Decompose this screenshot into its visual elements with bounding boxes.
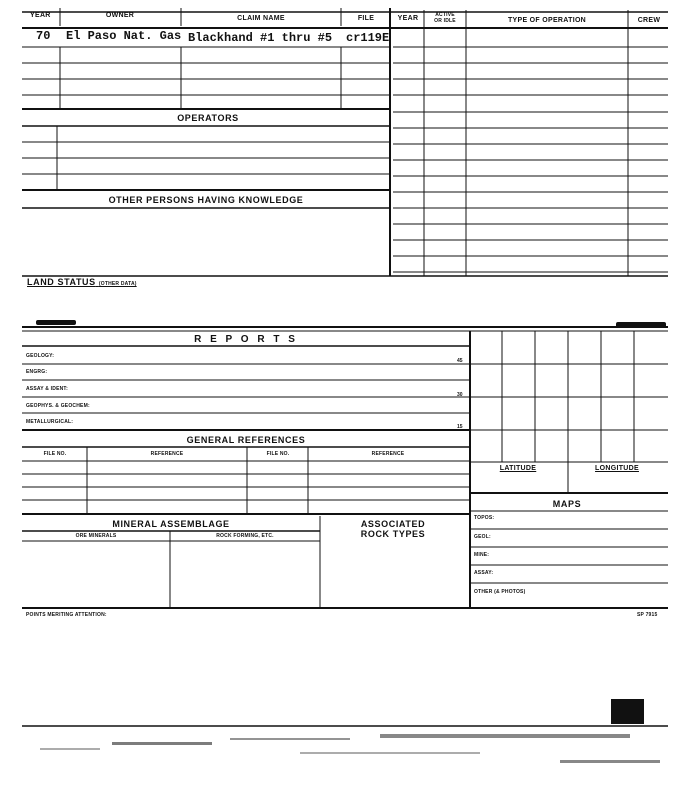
report-num-assay: 30 bbox=[457, 392, 463, 398]
reports-heading: R E P O R T S bbox=[194, 334, 298, 345]
maps-row-assay: ASSAY: bbox=[474, 570, 494, 576]
report-label-geophys: GEOPHYS. & GEOCHEM: bbox=[26, 403, 90, 409]
scan-noise bbox=[560, 760, 660, 763]
scan-noise bbox=[230, 738, 350, 740]
land-status-note: (OTHER DATA) bbox=[98, 281, 137, 287]
col-header-type-of-operation: TYPE OF OPERATION bbox=[507, 17, 587, 24]
longitude-label: LONGITUDE bbox=[595, 465, 639, 472]
scan-noise bbox=[112, 742, 212, 745]
entry-claim-name: Blackhand #1 thru #5 bbox=[188, 31, 333, 45]
report-num-metallurgical: 15 bbox=[457, 424, 463, 430]
col-header-year: YEAR bbox=[30, 12, 51, 19]
col-header-year-2: YEAR bbox=[397, 15, 419, 22]
ref-header-reference-1: REFERENCE bbox=[150, 451, 184, 457]
general-references-heading: GENERAL REFERENCES bbox=[186, 435, 306, 445]
ref-header-file-no-2: FILE NO. bbox=[266, 451, 290, 457]
maps-row-topos: TOPOS: bbox=[474, 515, 495, 521]
report-label-assay: ASSAY & IDENT: bbox=[26, 386, 68, 392]
maps-row-mine: MINE: bbox=[474, 552, 490, 558]
report-label-engrg: ENGRG: bbox=[26, 369, 48, 375]
scan-smudge bbox=[616, 322, 666, 328]
associated-heading-1: ASSOCIATED bbox=[360, 519, 426, 529]
maps-row-geol: GEOL: bbox=[474, 534, 491, 540]
report-label-metallurgical: METALLURGICAL: bbox=[26, 419, 74, 425]
col-header-file: FILE bbox=[357, 15, 375, 22]
ref-header-file-no-1: FILE NO. bbox=[43, 451, 67, 457]
land-status-heading: LAND STATUS (OTHER DATA) bbox=[27, 277, 137, 287]
maps-row-other: OTHER (& PHOTOS) bbox=[474, 589, 526, 595]
maps-heading: MAPS bbox=[552, 499, 582, 509]
report-num-geology: 45 bbox=[457, 358, 463, 364]
col-header-active-1: ACTIVE bbox=[435, 12, 455, 18]
ore-minerals-heading: ORE MINERALS bbox=[75, 533, 117, 539]
scan-noise bbox=[380, 734, 630, 738]
col-header-claim-name: CLAIM NAME bbox=[237, 15, 285, 22]
ref-header-reference-2: REFERENCE bbox=[371, 451, 405, 457]
scan-block-mark bbox=[611, 699, 644, 724]
operators-heading: OPERATORS bbox=[177, 113, 239, 123]
entry-owner: El Paso Nat. Gas bbox=[66, 29, 182, 43]
scan-noise bbox=[40, 748, 100, 750]
rock-forming-heading: ROCK FORMING, ETC. bbox=[216, 533, 274, 539]
col-header-active-2: OR IDLE bbox=[434, 18, 456, 24]
form-number: SP 7915 bbox=[637, 612, 658, 618]
other-persons-heading: OTHER PERSONS HAVING KNOWLEDGE bbox=[108, 195, 304, 205]
points-meriting-attention-label: POINTS MERITING ATTENTION: bbox=[26, 612, 107, 618]
scan-smudge bbox=[36, 320, 76, 325]
scan-noise bbox=[300, 752, 480, 754]
col-header-crew: CREW bbox=[637, 17, 661, 24]
entry-file: cr119E bbox=[346, 31, 390, 45]
report-label-geology: GEOLOGY: bbox=[26, 353, 55, 359]
col-header-owner: OWNER bbox=[105, 12, 135, 19]
latitude-label: LATITUDE bbox=[499, 465, 537, 472]
entry-year: 70 bbox=[36, 29, 51, 43]
associated-heading-2: ROCK TYPES bbox=[360, 529, 426, 539]
mineral-assemblage-heading: MINERAL ASSEMBLAGE bbox=[112, 519, 230, 529]
